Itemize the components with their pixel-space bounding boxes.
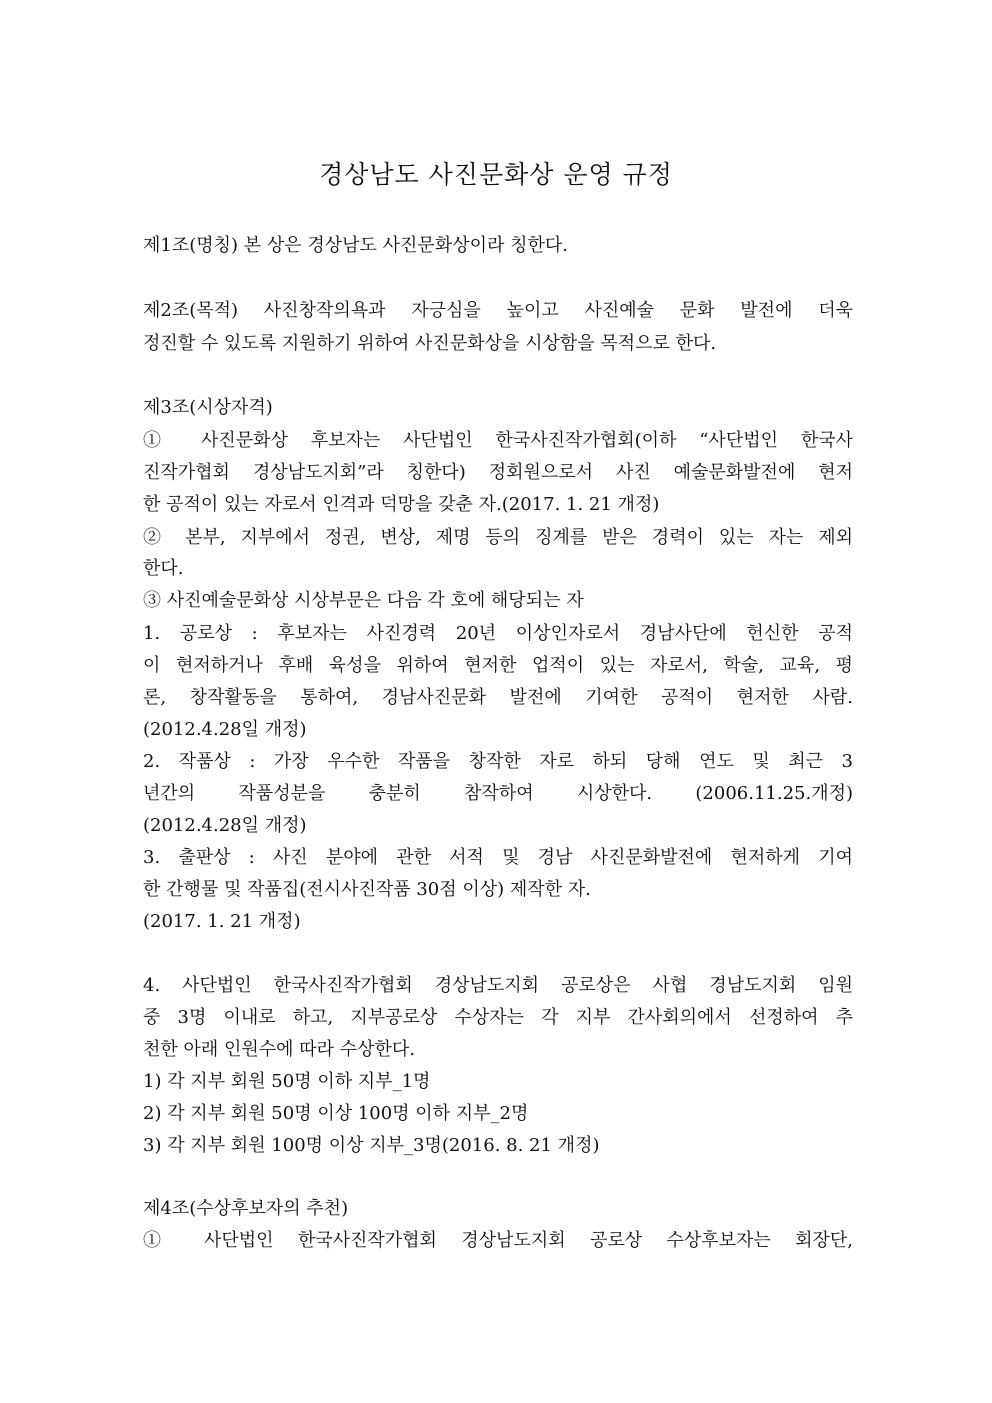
award-1-line-4: (2012.4.28일 개정)	[143, 719, 307, 740]
document-title: 경상남도 사진문화상 운영 규정	[319, 160, 673, 189]
quota-line-3: 3) 각 지부 회원 100명 이상 지부_3명(2016. 8. 21 개정)	[143, 1135, 600, 1156]
quota-line-2: 2) 각 지부 회원 50명 이상 100명 이하 지부_2명	[143, 1103, 529, 1124]
item-4-line-1: 4. 사단법인 한국사진작가협회 경상남도지회 공로상은 사협 경남도지회 임원	[143, 975, 853, 996]
article-3-item-2-line-2: 한다.	[143, 558, 184, 579]
article-2-line-1: 제2조(목적) 사진창작의욕과 자긍심을 높이고 사진예술 문화 발전에 더욱	[143, 300, 853, 321]
article-4-heading: 제4조(수상후보자의 추천)	[143, 1198, 349, 1219]
award-1-line-1: 1. 공로상 : 후보자는 사진경력 20년 이상인자로서 경남사단에 헌신한 공적	[143, 623, 853, 644]
article-2-line-2: 정진할 수 있도록 지원하기 위하여 사진문화상을 시상함을 목적으로 한다.	[143, 333, 717, 354]
article-1-line: 제1조(명칭) 본 상은 경상남도 사진문화상이라 칭한다.	[143, 235, 568, 256]
award-1-line-3: 론, 창작활동을 통하여, 경남사진문화 발전에 기여한 공적이 현저한 사람.	[143, 687, 853, 708]
award-2-line-1: 2. 작품상 : 가장 우수한 작품을 창작한 자로 하되 당해 연도 및 최근 3	[143, 751, 853, 772]
item-4-line-3: 천한 아래 인원수에 따라 수상한다.	[143, 1039, 416, 1060]
article-3-item-2-line-1: ② 본부, 지부에서 정권, 변상, 제명 등의 징계를 받은 경력이 있는 자는 제외	[143, 527, 853, 548]
article-4-item-1-line-1: ① 사단법인 한국사진작가협회 경상남도지회 공로상 수상후보자는 회장단,	[143, 1230, 853, 1251]
article-3-item-1-line-1: ① 사진문화상 후보자는 사단법인 한국사진작가협회(이하 “사단법인 한국사	[143, 430, 853, 451]
award-2-line-3: (2012.4.28일 개정)	[143, 815, 307, 836]
quota-line-1: 1) 각 지부 회원 50명 이하 지부_1명	[143, 1071, 431, 1092]
article-3-item-3-line: ③ 사진예술문화상 시상부문은 다음 각 호에 해당되는 자	[143, 590, 584, 611]
award-3-line-2: 한 간행물 및 작품집(전시사진작품 30점 이상) 제작한 자.	[143, 879, 591, 900]
award-3-line-1: 3. 출판상 : 사진 분야에 관한 서적 및 경남 사진문화발전에 현저하게 기여	[143, 847, 853, 868]
award-1-line-2: 이 현저하거나 후배 육성을 위하여 현저한 업적이 있는 자로서, 학술, 교육, 평	[143, 655, 853, 676]
award-2-line-2: 년간의 작품성분을 충분히 참작하여 시상한다. (2006.11.25.개정)	[143, 783, 853, 804]
article-3-item-1-line-2: 진작가협회 경상남도지회”라 칭한다) 정회원으로서 사진 예술문화발전에 현저	[143, 462, 853, 483]
item-4-line-2: 중 3명 이내로 하고, 지부공로상 수상자는 각 지부 간사회의에서 선정하여 추	[143, 1007, 853, 1028]
article-3-heading: 제3조(시상자격)	[143, 397, 273, 418]
award-3-line-3: (2017. 1. 21 개정)	[143, 911, 301, 932]
article-3-item-1-line-3: 한 공적이 있는 자로서 인격과 덕망을 갖춘 자.(2017. 1. 21 개정)	[143, 494, 660, 515]
